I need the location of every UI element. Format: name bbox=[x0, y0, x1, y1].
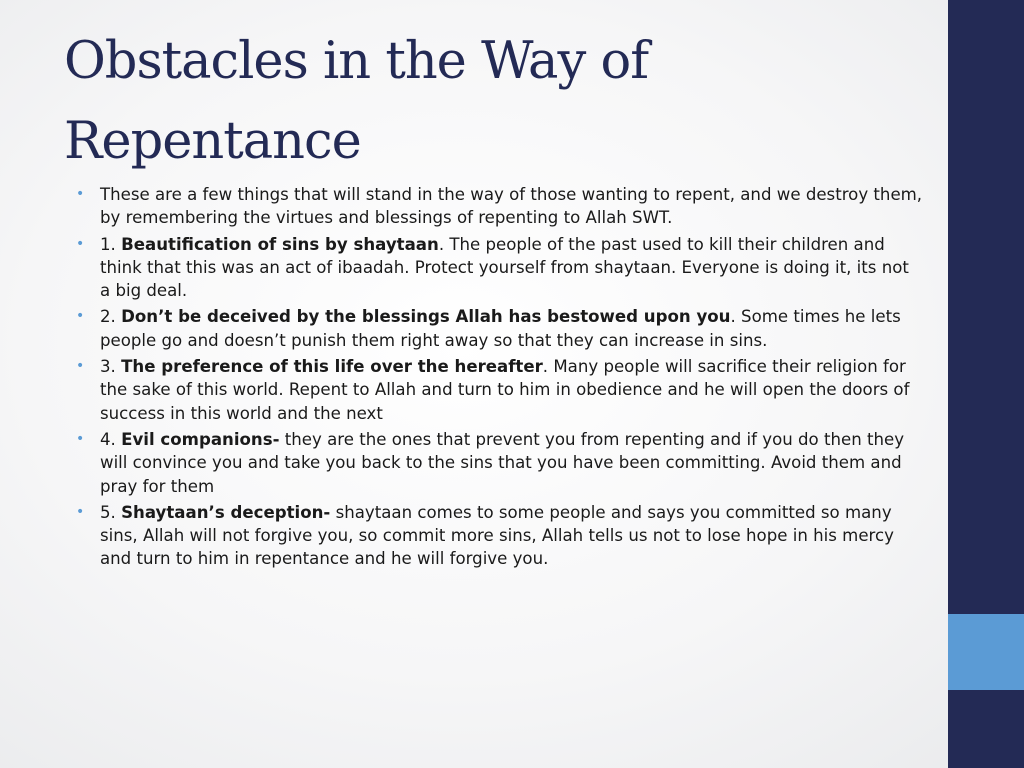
item-number: 1. bbox=[100, 234, 122, 254]
item-number: 3. bbox=[100, 357, 122, 377]
bullet-item-5 bbox=[76, 501, 924, 571]
item-text: shaytaan comes to some people and says you committed so many sins, Allah will not forgive you, so commit more sins, Allah tells us not to lose hope in his mercy and turn to him in repentance and he will forgive you. bbox=[100, 502, 894, 569]
bullet-icon: • bbox=[76, 186, 85, 202]
slide-title: Obstacles in the Way of Repentance bbox=[64, 32, 649, 171]
item-heading: Evil companions- bbox=[121, 429, 280, 449]
bullet-icon: • bbox=[76, 503, 85, 520]
item-number: 5. bbox=[100, 502, 122, 522]
side-accent-block bbox=[948, 614, 1024, 690]
bullet-item-intro bbox=[76, 183, 924, 230]
item-number: 2. bbox=[100, 307, 122, 327]
bullet-list bbox=[76, 183, 924, 574]
bullet-icon: • bbox=[76, 358, 85, 375]
item-heading: Shaytaan’s deception- bbox=[121, 502, 331, 522]
bullet-icon: • bbox=[76, 235, 85, 252]
bullet-item-1 bbox=[76, 233, 924, 303]
item-text: These are a few things that will stand in the way of those wanting to repent, and we destroy them, by remembering the virtues and blessings of repenting to Allah SWT. bbox=[100, 185, 923, 228]
item-heading: The preference of this life over the hereafter bbox=[121, 357, 543, 377]
item-heading: Don’t be deceived by the blessings Allah has bestowed upon you bbox=[121, 307, 731, 327]
item-heading: Beautification of sins by shaytaan bbox=[121, 234, 439, 254]
item-text: . Some times he lets people go and doesn’t punish them right away so that they can increase in sins. bbox=[100, 307, 901, 350]
item-number: 4. bbox=[100, 429, 122, 449]
bullet-icon: • bbox=[76, 308, 85, 325]
bullet-item-2 bbox=[76, 305, 924, 352]
bullet-item-3 bbox=[76, 355, 924, 425]
item-text: . The people of the past used to kill their children and think that this was an act of ibaadah. Protect yourself from shaytaan. Everyone is doing it, its not a big deal. bbox=[100, 234, 909, 301]
item-text: . Many people will sacrifice their religion for the sake of this world. Repent to Allah and turn to him in obedience and he will open the doors of success in this world and the next bbox=[100, 357, 910, 423]
bullet-item-4 bbox=[76, 428, 924, 498]
bullet-icon: • bbox=[76, 430, 85, 447]
item-text: they are the ones that prevent you from repenting and if you do then they will convince you and take you back to the sins that you have been committing. Avoid them and pray for them bbox=[100, 429, 905, 496]
